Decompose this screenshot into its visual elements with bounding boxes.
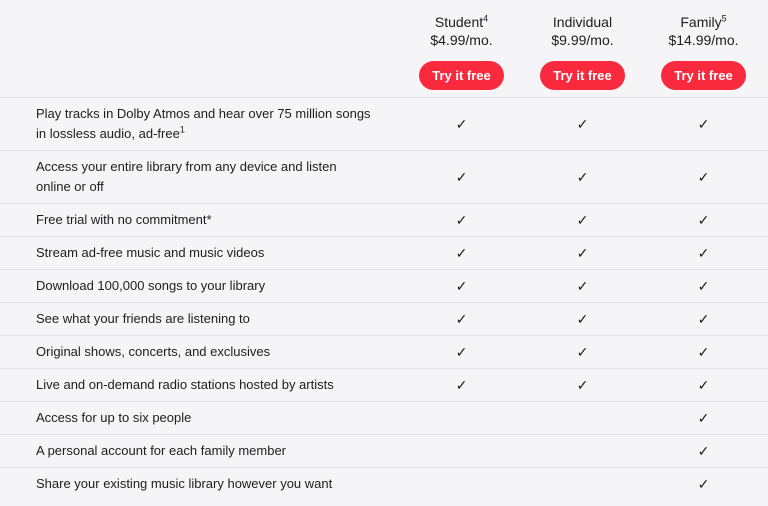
feature-label: Share your existing music library however you want bbox=[36, 476, 333, 491]
checkmark-icon: ✓ bbox=[455, 277, 468, 294]
checkmark-icon: ✓ bbox=[576, 376, 589, 393]
feature-label: Play tracks in Dolby Atmos and hear over 75 million songs in lossless audio, ad-free$^1$ bbox=[36, 106, 371, 141]
feature-label: Free trial with no commitment* bbox=[36, 212, 212, 227]
table-header bbox=[0, 0, 768, 97]
try-it-free-button[interactable]: Try it free bbox=[540, 61, 625, 90]
table-row bbox=[0, 97, 768, 150]
table-row bbox=[0, 150, 768, 203]
checkmark-icon: ✓ bbox=[697, 310, 710, 327]
checkmark-icon: ✓ bbox=[455, 168, 468, 185]
table-row bbox=[0, 236, 768, 269]
checkmark-icon: ✓ bbox=[697, 343, 710, 360]
checkmark-icon: ✓ bbox=[697, 168, 710, 185]
plan-name: Family$^5$ bbox=[680, 13, 727, 30]
checkmark-icon: ✓ bbox=[455, 376, 468, 393]
try-it-free-button[interactable]: Try it free bbox=[661, 61, 746, 90]
plan-price: $14.99/mo. bbox=[668, 32, 739, 48]
checkmark-icon: ✓ bbox=[697, 376, 710, 393]
feature-label: Access your entire library from any device and listen online or off bbox=[36, 159, 337, 194]
plan-column-family bbox=[643, 13, 764, 90]
feature-label: Original shows, concerts, and exclusives bbox=[36, 344, 271, 359]
checkmark-icon: ✓ bbox=[697, 211, 710, 228]
footnote-marker: 1 bbox=[179, 124, 185, 135]
checkmark-icon: ✓ bbox=[576, 343, 589, 360]
table-row bbox=[0, 335, 768, 368]
plan-price: $4.99/mo. bbox=[430, 32, 493, 48]
table-row bbox=[0, 434, 768, 467]
checkmark-icon: ✓ bbox=[455, 244, 468, 261]
feature-label: Access for up to six people bbox=[36, 410, 192, 425]
footnote-marker: 4 bbox=[483, 13, 489, 24]
plan-price: $9.99/mo. bbox=[551, 32, 614, 48]
checkmark-icon: ✓ bbox=[697, 442, 710, 459]
feature-label: A personal account for each family member bbox=[36, 443, 287, 458]
checkmark-icon: ✓ bbox=[455, 343, 468, 360]
plan-column-student bbox=[401, 13, 522, 90]
table-row bbox=[0, 302, 768, 335]
table-row bbox=[0, 368, 768, 401]
table-row bbox=[0, 269, 768, 302]
checkmark-icon: ✓ bbox=[455, 310, 468, 327]
table-row bbox=[0, 401, 768, 434]
checkmark-icon: ✓ bbox=[576, 277, 589, 294]
checkmark-icon: ✓ bbox=[576, 244, 589, 261]
checkmark-icon: ✓ bbox=[455, 211, 468, 228]
checkmark-icon: ✓ bbox=[697, 244, 710, 261]
table-row bbox=[0, 467, 768, 500]
try-it-free-button[interactable]: Try it free bbox=[419, 61, 504, 90]
feature-label: See what your friends are listening to bbox=[36, 311, 250, 326]
plan-column-individual bbox=[522, 13, 643, 90]
checkmark-icon: ✓ bbox=[697, 277, 710, 294]
checkmark-icon: ✓ bbox=[697, 115, 710, 132]
table-body bbox=[0, 97, 768, 500]
feature-label: Stream ad-free music and music videos bbox=[36, 245, 265, 260]
checkmark-icon: ✓ bbox=[576, 115, 589, 132]
feature-label: Download 100,000 songs to your library bbox=[36, 278, 266, 293]
footnote-marker: 5 bbox=[721, 13, 727, 24]
checkmark-icon: ✓ bbox=[576, 310, 589, 327]
plan-name: Individual bbox=[552, 14, 613, 30]
checkmark-icon: ✓ bbox=[455, 115, 468, 132]
table-row bbox=[0, 203, 768, 236]
checkmark-icon: ✓ bbox=[697, 475, 710, 492]
checkmark-icon: ✓ bbox=[576, 211, 589, 228]
feature-label: Live and on-demand radio stations hosted by artists bbox=[36, 377, 334, 392]
checkmark-icon: ✓ bbox=[576, 168, 589, 185]
checkmark-icon: ✓ bbox=[697, 409, 710, 426]
plan-name: Student$^4$ bbox=[434, 13, 489, 30]
